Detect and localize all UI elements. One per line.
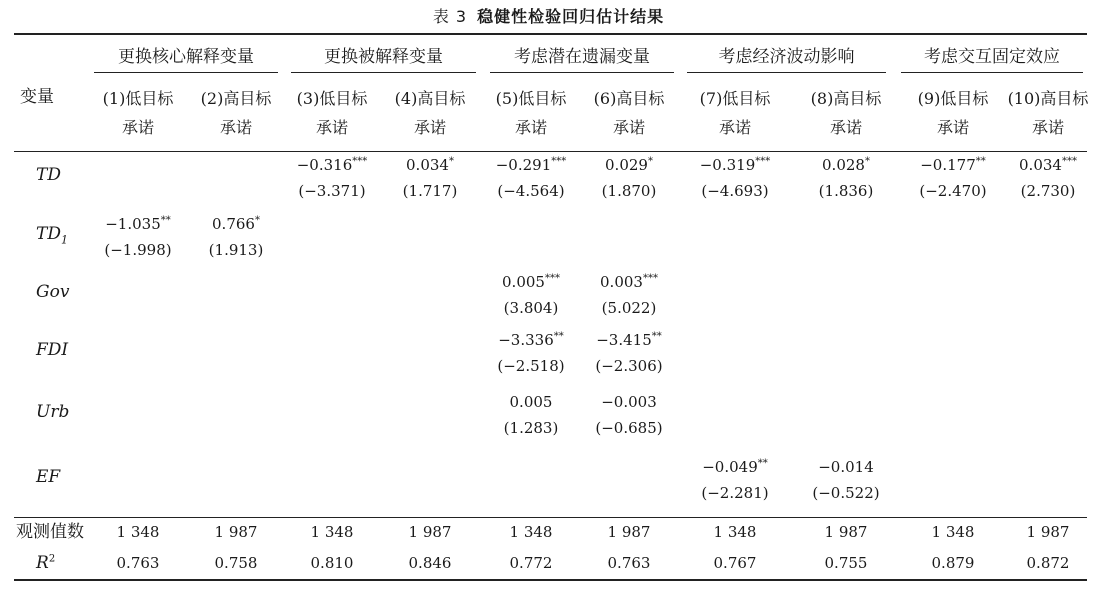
r2-superscript: 2 — [48, 553, 56, 565]
table-caption — [0, 4, 1097, 27]
t-statistic: (−0.522) — [812, 484, 880, 502]
obs-value: 1 348 — [931, 523, 975, 541]
column-header-line2: 承诺 — [219, 118, 252, 137]
significance-stars: * — [864, 156, 870, 167]
column-header-line1: (4)高目标 — [394, 89, 466, 108]
significance-stars: *** — [1061, 156, 1077, 167]
t-statistic: (−2.306) — [595, 357, 663, 375]
column-header-line1: (3)低目标 — [296, 89, 368, 108]
column-header-line2: 承诺 — [1031, 118, 1064, 137]
significance-stars: ** — [757, 458, 768, 469]
significance-stars: ** — [160, 215, 171, 226]
group-header: 考虑潜在遗漏变量 — [514, 47, 650, 67]
variable-name: EF — [36, 467, 61, 487]
group-header: 更换核心解释变量 — [118, 47, 254, 67]
coefficient-value: −0.319 — [699, 156, 756, 174]
variable-name: TD — [36, 165, 61, 185]
r2-value: 0.879 — [931, 554, 975, 572]
row-label — [36, 224, 68, 246]
column-header-line1: (8)高目标 — [810, 89, 882, 108]
significance-stars: *** — [755, 156, 771, 167]
obs-value: 1 348 — [116, 523, 160, 541]
t-statistic: (2.730) — [1020, 182, 1076, 200]
t-statistic: (1.836) — [818, 182, 874, 200]
column-header-line2: 承诺 — [612, 118, 645, 137]
r2-value: 0.846 — [408, 554, 452, 572]
coefficient-value: 0.034 — [406, 156, 449, 174]
t-statistic: (−0.685) — [595, 419, 663, 437]
row-label — [36, 402, 69, 422]
obs-value: 1 987 — [1026, 523, 1070, 541]
variable-name: Urb — [36, 402, 70, 422]
coefficient-value: −3.415 — [596, 331, 652, 349]
variable-name: Gov — [36, 282, 70, 302]
significance-stars: ** — [651, 331, 662, 342]
column-header-line1: (6)高目标 — [593, 89, 665, 108]
variable-subscript: 1 — [60, 233, 68, 247]
t-statistic: (−2.518) — [497, 357, 565, 375]
t-statistic: (1.283) — [503, 419, 559, 437]
column-header-line1: (9)低目标 — [917, 89, 989, 108]
obs-value: 1 348 — [713, 523, 757, 541]
column-header-line2: 承诺 — [315, 118, 348, 137]
r2-value: 0.763 — [116, 554, 160, 572]
significance-stars: *** — [544, 273, 560, 284]
r2-value: 0.810 — [310, 554, 354, 572]
obs-value: 1 348 — [310, 523, 354, 541]
obs-label: 观测值数 — [16, 522, 84, 542]
significance-stars: * — [254, 215, 260, 226]
coefficient-value: −0.049 — [702, 458, 758, 476]
coefficient-value: −1.035 — [105, 215, 161, 233]
coefficient-value: 0.005 — [509, 393, 553, 411]
row-label — [36, 282, 69, 302]
coefficient — [675, 455, 795, 480]
stub-header: 变量 — [20, 87, 54, 107]
r2-value: 0.772 — [509, 554, 553, 572]
coefficient — [569, 390, 689, 415]
obs-value: 1 987 — [408, 523, 452, 541]
t-statistic: (5.022) — [601, 299, 657, 317]
bottom-rule — [14, 579, 1087, 581]
r2-symbol: R — [36, 553, 49, 573]
significance-stars: ** — [975, 156, 986, 167]
r2-value: 0.763 — [607, 554, 651, 572]
column-header-line1: (2)高目标 — [200, 89, 272, 108]
row-label — [36, 467, 60, 487]
significance-stars: *** — [551, 156, 567, 167]
coefficient — [176, 212, 296, 237]
column-header-line2: 承诺 — [936, 118, 969, 137]
coefficient-value: −0.291 — [495, 156, 552, 174]
group-rule — [94, 72, 278, 73]
coefficient — [569, 270, 689, 295]
variable-name: FDI — [36, 340, 69, 360]
column-header-line2: 承诺 — [829, 118, 862, 137]
t-statistic: (−2.470) — [919, 182, 987, 200]
r2-value: 0.755 — [824, 554, 868, 572]
header-rule — [14, 151, 1087, 152]
group-header: 考虑经济波动影响 — [718, 47, 855, 67]
group-rule — [901, 72, 1083, 73]
t-statistic: (−2.281) — [701, 484, 769, 502]
significance-stars: * — [448, 156, 454, 167]
coefficient-value: −0.003 — [601, 393, 657, 411]
coefficient — [988, 153, 1097, 178]
coefficient-value: −0.316 — [296, 156, 353, 174]
t-statistic: (3.804) — [503, 299, 559, 317]
coefficient-value: −3.336 — [498, 331, 554, 349]
row-label — [36, 340, 68, 360]
column-header-line1: (10)高目标 — [1007, 89, 1089, 108]
table-number: 表 3 — [432, 7, 468, 26]
variable-name: TD — [36, 224, 61, 244]
r2-label — [36, 551, 55, 576]
column-header-line2: 承诺 — [718, 118, 751, 137]
coefficient-value: 0.005 — [502, 273, 545, 291]
coefficient — [675, 153, 795, 178]
coefficient — [786, 153, 906, 178]
r2-value: 0.767 — [713, 554, 757, 572]
r2-value: 0.872 — [1026, 554, 1070, 572]
column-header-line2: 承诺 — [413, 118, 446, 137]
group-rule — [490, 72, 674, 73]
coefficient-value: 0.003 — [600, 273, 643, 291]
column-header-line1: (5)低目标 — [495, 89, 567, 108]
coefficient-value: 0.034 — [1019, 156, 1062, 174]
table-title: 稳健性检验回归估计结果 — [477, 7, 665, 26]
coefficient-value: −0.177 — [920, 156, 976, 174]
t-statistic: (1.870) — [601, 182, 657, 200]
coefficient — [569, 328, 689, 353]
column-header-line2: 承诺 — [514, 118, 547, 137]
row-label — [36, 165, 61, 185]
t-statistic: (−1.998) — [104, 241, 172, 259]
column-header-line1: (1)低目标 — [102, 89, 174, 108]
r2-value: 0.758 — [214, 554, 258, 572]
significance-stars: ** — [553, 331, 564, 342]
group-header: 更换被解释变量 — [324, 47, 443, 67]
t-statistic: (−4.693) — [701, 182, 769, 200]
group-rule — [687, 72, 886, 73]
group-header: 考虑交互固定效应 — [924, 47, 1060, 67]
significance-stars: *** — [642, 273, 658, 284]
group-rule — [291, 72, 476, 73]
column-header-line1: (7)低目标 — [699, 89, 771, 108]
significance-stars: *** — [352, 156, 368, 167]
significance-stars: * — [647, 156, 653, 167]
t-statistic: (1.913) — [208, 241, 264, 259]
column-header-line2: 承诺 — [121, 118, 154, 137]
coefficient-value: 0.028 — [822, 156, 865, 174]
coefficient — [569, 153, 689, 178]
obs-value: 1 348 — [509, 523, 553, 541]
coefficient-value: 0.029 — [605, 156, 648, 174]
t-statistic: (1.717) — [402, 182, 458, 200]
coefficient-value: −0.014 — [818, 458, 874, 476]
t-statistic: (−3.371) — [298, 182, 366, 200]
obs-value: 1 987 — [214, 523, 258, 541]
obs-value: 1 987 — [824, 523, 868, 541]
coefficient-value: 0.766 — [212, 215, 255, 233]
body-rule — [14, 517, 1087, 518]
obs-value: 1 987 — [607, 523, 651, 541]
top-rule — [14, 33, 1087, 35]
t-statistic: (−4.564) — [497, 182, 565, 200]
coefficient — [786, 455, 906, 480]
